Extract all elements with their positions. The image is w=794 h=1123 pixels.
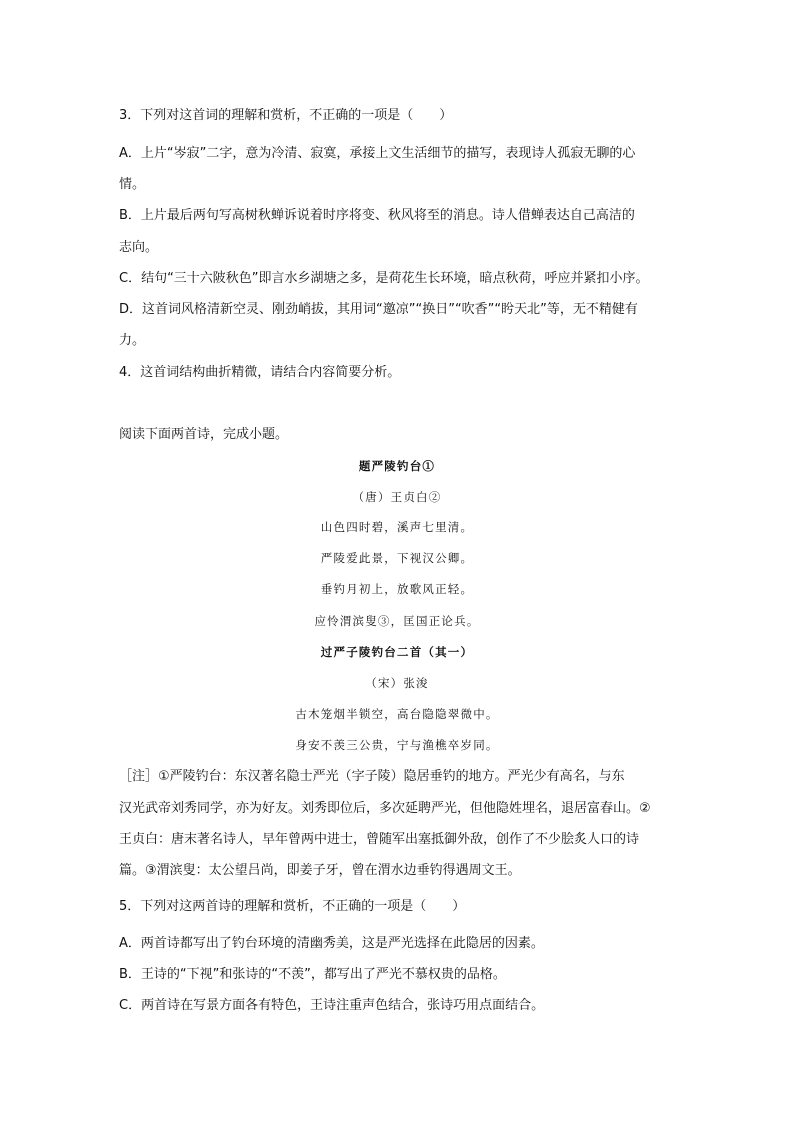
q5-option-c: C．两首诗在写景方面各有特色，王诗注重声色结合，张诗巧用点面结合。: [119, 998, 545, 1013]
q3-option-b-line1: B．上片最后两句写高树秋蝉诉说着时序将变、秋风将至的消息。诗人借蝉表达自己高洁的: [119, 208, 635, 223]
reading-intro: 阅读下面两首诗，完成小题。: [119, 427, 289, 442]
q3-option-c: C．结句“三十六陂秋色”即言水乡湖塘之多，是荷花生长环境，暗点秋荷，呼应并紧扣小序。: [119, 271, 649, 286]
poem1-author: （唐）王贞白②: [352, 490, 442, 504]
q3-option-a-line1: A．上片“岑寂”二字，意为冷清、寂寞，承接上文生活细节的描写，表现诗人孤寂无聊的心: [119, 146, 636, 161]
q3-option-d-line2: 力。: [119, 333, 146, 348]
q5-option-a: A．两首诗都写出了钓台环境的清幽秀美，这是严光选择在此隐居的因素。: [119, 936, 544, 951]
poem2-author: （宋）张浚: [365, 676, 429, 690]
note-line: ［注］①严陵钓台：东汉著名隐士严光（字子陵）隐居垂钓的地方。严光少有高名，与东: [119, 769, 625, 784]
question-4-stem: 4．这首词结构曲折精微，请结合内容简要分析。: [119, 365, 401, 380]
note-line: 篇。③渭滨叟：太公望吕尚，即姜子牙，曾在渭水边垂钓得遇周文王。: [119, 863, 521, 878]
poem1-title: 题严陵钓台①: [358, 459, 436, 473]
q3-option-a-line2: 情。: [119, 177, 146, 192]
note-line: 王贞白：唐末著名诗人，早年曾两中进士，曾随军出塞抵御外敌，创作了不少脍炙人口的诗: [119, 832, 640, 847]
q3-option-b-line2: 志向。: [119, 240, 159, 255]
poem1-line: 垂钓月初上，放歌风正轻。: [320, 582, 474, 596]
poem1-line: 严陵爱此景，下视汉公卿。: [320, 551, 474, 565]
poem2-title: 过严子陵钓台二首（其一）: [320, 645, 474, 659]
note-line: 汉光武帝刘秀同学，亦为好友。刘秀即位后，多次延聘严光，但他隐姓埋名，退居富春山。②: [119, 801, 651, 816]
question-5-stem: 5．下列对这两首诗的理解和赏析，不正确的一项是（ ）: [119, 899, 466, 914]
question-3-stem: 3．下列对这首词的理解和赏析，不正确的一项是（ ）: [119, 108, 453, 123]
q3-option-d-line1: D．这首词风格清新空灵、刚劲峭拔，其用词“邀凉”“换日”“吹香”“盻天北”等，无不精健有: [119, 302, 638, 317]
poem1-line: 山色四时碧，溪声七里清。: [320, 520, 474, 534]
poem2-line: 古木笼烟半锁空，高台隐隐翠微中。: [295, 707, 499, 721]
poem2-line: 身安不羡三公贵，宁与渔樵卒岁同。: [295, 738, 499, 752]
poem1-line: 应怜渭滨叟③，匡国正论兵。: [314, 614, 480, 628]
q5-option-b: B．王诗的“下视”和张诗的“不羡”，都写出了严光不慕权贵的品格。: [119, 967, 506, 982]
